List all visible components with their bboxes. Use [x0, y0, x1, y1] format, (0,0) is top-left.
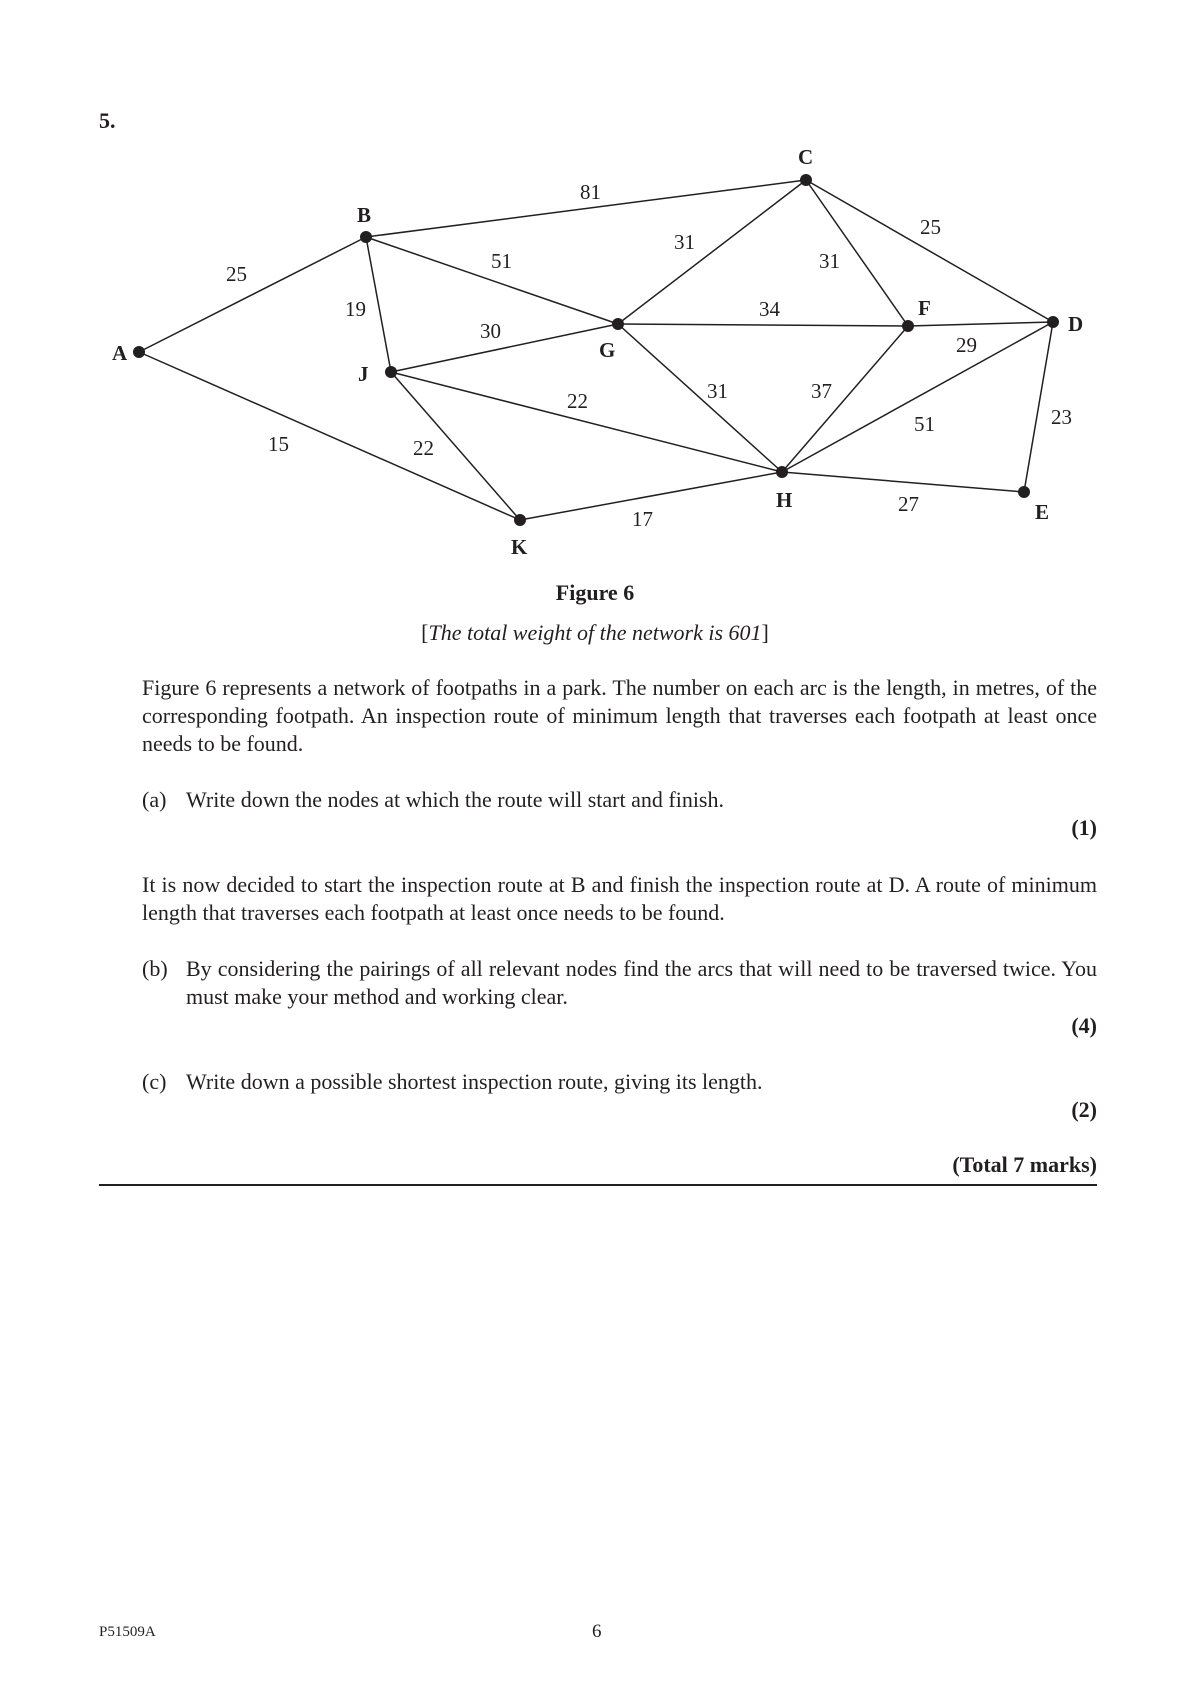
arc-FH [782, 326, 908, 472]
node-label-J: J [358, 362, 369, 386]
arc-weight-GF: 34 [759, 297, 780, 321]
arc-BJ [366, 237, 391, 372]
arc-weight-BC: 81 [580, 180, 601, 204]
total-marks: (Total 7 marks) [952, 1152, 1097, 1177]
arc-weight-JH: 22 [567, 389, 588, 413]
node-label-E: E [1035, 500, 1050, 524]
node-G [612, 318, 624, 330]
node-label-C: C [798, 145, 814, 169]
arc-JK [391, 372, 520, 520]
arc-weight-FD: 29 [956, 333, 977, 357]
arc-HE [782, 472, 1024, 492]
arc-weight-KH: 17 [632, 507, 653, 531]
arc-weight-BJ: 19 [345, 297, 366, 321]
arc-weight-FH: 37 [811, 379, 832, 403]
node-label-A: A [112, 341, 128, 365]
arc-weight-CD: 25 [920, 215, 941, 239]
arc-weight-CF: 31 [819, 249, 840, 273]
arc-AB [139, 237, 366, 352]
part-c [142, 1068, 1097, 1096]
paper-code: P51509A [99, 1624, 156, 1640]
node-label-H: H [776, 488, 793, 512]
arc-GF [618, 324, 908, 326]
part-b-label: (b) [142, 956, 168, 981]
arc-FD [908, 322, 1053, 326]
node-label-K: K [511, 535, 528, 559]
part-a-text: Write down the nodes at which the route will start and finish. [186, 787, 724, 812]
node-D [1047, 316, 1059, 328]
node-label-B: B [357, 203, 372, 227]
part-c-label: (c) [142, 1069, 167, 1094]
node-K [514, 514, 526, 526]
network-diagram [0, 0, 1190, 600]
part-c-marks: (2) [1071, 1097, 1097, 1122]
arc-weight-BG: 51 [491, 249, 512, 273]
arc-weight-HD: 51 [914, 412, 935, 436]
arc-weight-DE: 23 [1051, 405, 1072, 429]
middle-paragraph: It is now decided to start the inspection route at B and finish the inspection route at D. A route of minimum length that traverses each footpath at least once needs to be found. [142, 872, 1097, 925]
arc-weight-AB: 25 [226, 262, 247, 286]
arc-weight-AK: 15 [268, 432, 289, 456]
arc-weight-GC: 31 [674, 230, 695, 254]
divider-rule [99, 1184, 1097, 1186]
arc-AK [139, 352, 520, 520]
page-number: 6 [592, 1621, 602, 1642]
figure-note [0, 620, 1190, 646]
node-label-F: F [918, 296, 931, 320]
figure-title: Figure 6 [555, 580, 635, 605]
figure-note-text: The total weight of the network is 601 [428, 620, 762, 645]
part-b-marks: (4) [1071, 1013, 1097, 1038]
part-b-text: By considering the pairings of all relevant nodes find the arcs that will need to be traversed twice. You must make your method and working clear. [186, 956, 1097, 1009]
node-C [800, 174, 812, 186]
node-H [776, 466, 788, 478]
question-number: 5. [99, 108, 116, 133]
arc-weight-JK: 22 [413, 436, 434, 460]
node-B [360, 231, 372, 243]
node-J [385, 366, 397, 378]
edges [139, 180, 1053, 520]
node-A [133, 346, 145, 358]
node-label-G: G [599, 338, 616, 362]
arc-weight-JG: 30 [480, 319, 501, 343]
part-a-marks: (1) [1071, 815, 1097, 840]
arc-GH [618, 324, 782, 472]
bracket-open: [ [421, 620, 429, 645]
node-E [1018, 486, 1030, 498]
intro-paragraph: Figure 6 represents a network of footpaths in a park. The number on each arc is the length, in metres, of the corresponding footpath. An inspection route of minimum length that traverses each footpath at least once needs to be found. [142, 675, 1097, 756]
arc-JG [391, 324, 618, 372]
arc-weight-HE: 27 [898, 492, 919, 516]
part-a-label: (a) [142, 787, 167, 812]
part-b [142, 955, 1097, 1011]
node-label-D: D [1068, 312, 1084, 336]
arc-weight-GH: 31 [707, 379, 728, 403]
part-a [142, 786, 1097, 814]
arc-DE [1024, 322, 1053, 492]
bracket-close: ] [761, 620, 769, 645]
part-c-text: Write down a possible shortest inspection route, giving its length. [186, 1069, 763, 1094]
node-F [902, 320, 914, 332]
